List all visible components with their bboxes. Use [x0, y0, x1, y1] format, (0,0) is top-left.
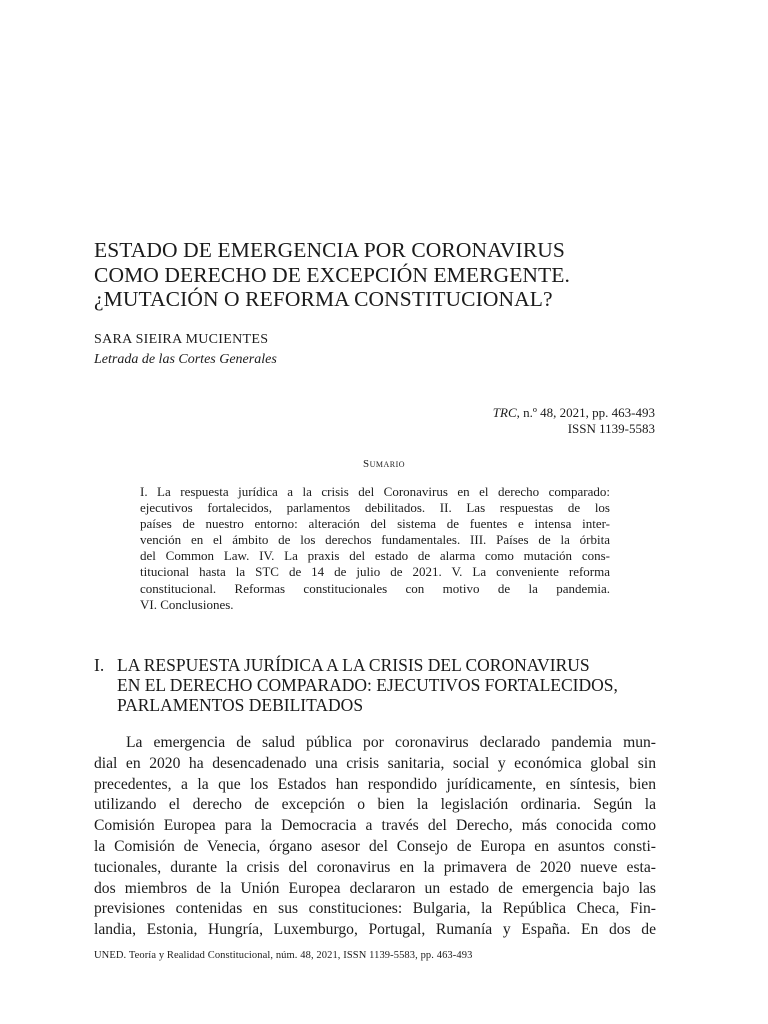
- summary-line: vención en el ámbito de los derechos fundamentales. III. Países de la órbita: [140, 532, 610, 548]
- body-line: La emergencia de salud pública por coronavirus declarado pandemia mun-: [126, 734, 656, 751]
- summary-line: I. La respuesta jurídica a la crisis del Coronavirus en el derecho comparado:: [140, 484, 610, 499]
- body-line: landia, Estonia, Hungría, Luxemburgo, Portugal, Rumanía y España. En dos de: [94, 921, 656, 939]
- citation-block: [493, 405, 655, 437]
- journal-abbrev: TRC: [492, 405, 517, 420]
- summary-heading: Sumario: [362, 458, 406, 470]
- body-line: utilizando el derecho de excepción o bien la legislación ordinaria. Según la: [94, 796, 656, 814]
- summary-line: constitucional. Reformas constitucionales con motivo de la pandemia.: [140, 580, 610, 596]
- author-affiliation: Letrada de las Cortes Generales: [94, 352, 277, 367]
- summary-line: países de nuestro entorno: alteración del sistema de fuentes e intensa inter-: [140, 516, 610, 532]
- issn: ISSN 1139-5583: [567, 421, 655, 436]
- page-footer: UNED. Teoría y Realidad Constitucional, núm. 48, 2021, ISSN 1139-5583, pp. 463-493: [94, 950, 473, 961]
- section-heading: [94, 655, 674, 715]
- title-line: COMO DERECHO DE EXCEPCIÓN EMERGENTE.: [94, 262, 570, 287]
- title-line: ESTADO DE EMERGENCIA POR CORONAVIRUS: [94, 238, 565, 262]
- body-line: previsiones contenidas en sus constituciones: Bulgaria, la República Checa, Fin-: [94, 900, 656, 918]
- body-line: tucionales, durante la crisis del coronavirus en la primavera de 2020 nueve esta-: [94, 858, 656, 876]
- body-line: precedentes, a la que los Estados han respondido jurídicamente, en síntesis, bien: [94, 775, 656, 793]
- section-number: I.: [94, 655, 105, 675]
- summary-line: VI. Conclusiones.: [140, 596, 234, 612]
- body-line: dos miembros de la Unión Europea declararon un estado de emergencia bajo las: [94, 879, 656, 897]
- body-paragraph: [94, 733, 656, 941]
- body-line: dial en 2020 ha desencadenado una crisis sanitaria, social y económica global sin: [94, 754, 656, 772]
- author-name: SARA SIEIRA MUCIENTES: [94, 332, 269, 347]
- article-title: [94, 238, 654, 312]
- summary-line: del Common Law. IV. La praxis del estado de alarma como mutación cons-: [140, 548, 610, 564]
- section-heading-line: EN EL DERECHO COMPARADO: EJECUTIVOS FORTALECIDOS,: [117, 675, 618, 695]
- body-line: la Comisión de Venecia, órgano asesor del Consejo de Europa en asuntos consti-: [94, 837, 656, 855]
- body-line: Comisión Europea para la Democracia a través del Derecho, más conocida como: [94, 817, 656, 835]
- summary-line: titucional hasta la STC de 14 de julio de 2021. V. La conveniente reforma: [140, 564, 610, 580]
- summary-line: ejecutivos fortalecidos, parlamentos debilitados. II. Las respuestas de los: [140, 500, 610, 516]
- citation-details: , n.º 48, 2021, pp. 463-493: [516, 405, 655, 420]
- section-heading-line: LA RESPUESTA JURÍDICA A LA CRISIS DEL CORONAVIRUS: [117, 655, 590, 675]
- summary-text: [140, 484, 610, 613]
- title-line: ¿MUTACIÓN O REFORMA CONSTITUCIONAL?: [94, 287, 553, 311]
- section-heading-line: PARLAMENTOS DEBILITADOS: [117, 695, 364, 715]
- citation-line: [493, 405, 655, 421]
